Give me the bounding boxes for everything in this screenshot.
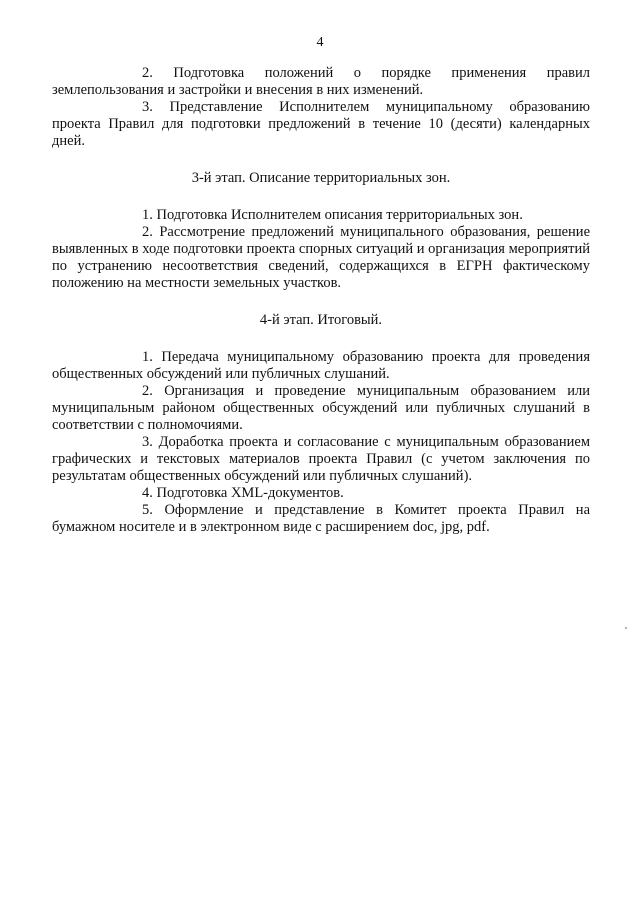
item-text: Доработка проекта и согласование с муниципальным образованием графических и текстовых материалов проекта Правил (с учетом заключения по результатам общественных обсуждений или публичных слушаний). xyxy=(52,434,590,484)
list-item xyxy=(52,383,590,434)
document-body xyxy=(52,65,590,536)
item-number: 2. xyxy=(142,383,153,399)
spacer xyxy=(52,150,590,170)
list-item xyxy=(52,502,590,536)
item-text: Подготовка Исполнителем описания территориальных зон. xyxy=(156,207,523,223)
item-text: Представление Исполнителем муниципальному образованию проекта Правил для подготовки предложений в течение 10 (десяти) календарных дней. xyxy=(52,99,590,149)
list-item xyxy=(52,99,590,150)
page-number: 4 xyxy=(316,35,324,50)
spacer xyxy=(52,187,590,207)
list-item xyxy=(52,434,590,485)
list-item xyxy=(52,207,590,224)
item-number: 3. xyxy=(142,99,153,115)
item-text: Подготовка положений о порядке применения правил землепользования и застройки и внесения в них изменений. xyxy=(52,65,590,98)
section-heading: 4-й этап. Итоговый. xyxy=(259,312,383,328)
spacer xyxy=(52,329,590,349)
item-text: Оформление и представление в Комитет проекта Правил на бумажном носителе и в электронном виде с расширением doc, jpg, pdf. xyxy=(52,502,591,535)
item-number: 1. xyxy=(142,207,153,223)
item-text: Передача муниципальному образованию проекта для проведения общественных обсуждений или публичных слушаний. xyxy=(52,349,590,382)
item-text: Организация и проведение муниципальным образованием или муниципальным районом общественных обсуждений или публичных слушаний в соответствии с полномочиями. xyxy=(52,383,590,433)
item-number: 5. xyxy=(142,502,153,518)
item-text: Рассмотрение предложений муниципального образования, решение выявленных в ходе подготовки проекта спорных ситуаций и организация мероприятий по устранению несоответствия сведений, содержащихся в ЕГРН фактическому положению на местности земельных участков. xyxy=(52,224,590,291)
item-number: 3. xyxy=(142,434,153,450)
item-number: 2. xyxy=(142,65,153,81)
item-number: 1. xyxy=(142,349,153,365)
item-text: Подготовка XML-документов. xyxy=(156,485,344,501)
item-number: 4. xyxy=(142,485,153,501)
scan-speck xyxy=(625,627,627,629)
item-number: 2. xyxy=(142,224,153,240)
list-item xyxy=(52,224,590,292)
list-item xyxy=(52,349,590,383)
list-item xyxy=(52,65,590,99)
spacer xyxy=(52,292,590,312)
section-heading: 3-й этап. Описание территориальных зон. xyxy=(191,170,451,186)
list-item xyxy=(52,485,590,502)
